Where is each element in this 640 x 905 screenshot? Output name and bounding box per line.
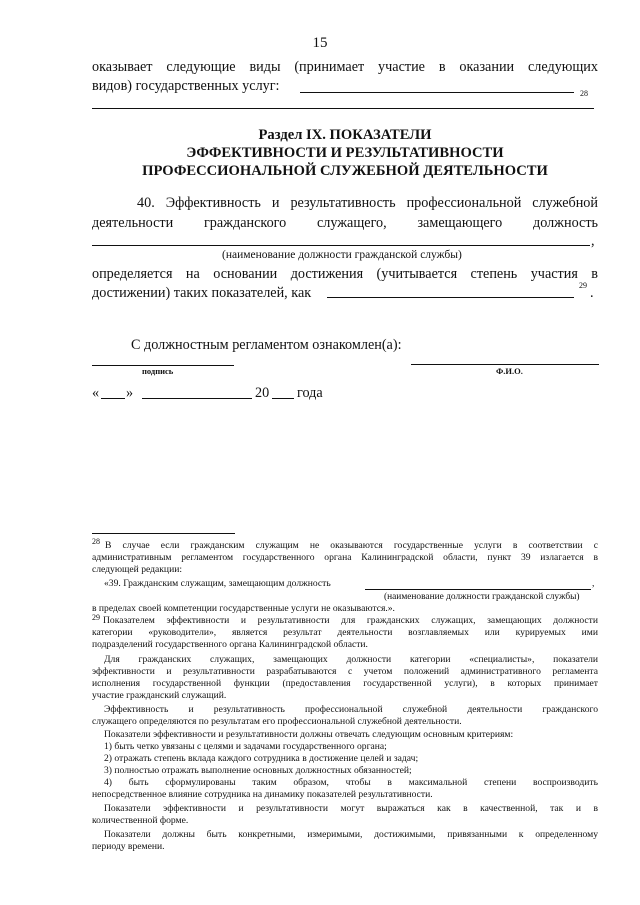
footnote-29-p2-line-4: участие гражданский служащий. (92, 690, 227, 701)
position-comma: , (591, 233, 595, 249)
footnote-28-line-2: административным регламентом государственного органа Калининградской области, пункт 39 излагается в (92, 552, 598, 563)
footnote-29-criterion-1: 1) быть четко увязаны с целями и задачами государственного органа; (104, 741, 387, 752)
date-century: 20 (255, 385, 270, 401)
date-day-line (101, 398, 125, 399)
section-heading (92, 126, 598, 180)
indicators-period: . (590, 285, 594, 301)
indicators-blank-line (327, 297, 574, 298)
date-year-word: года (297, 385, 323, 401)
footnote-29-p6-line-1: Показатели должны быть конкретными, измеримыми, достижимыми, привязанными к определенному (104, 829, 598, 840)
footnote-29-p5-line-2: количественной форме. (92, 815, 189, 826)
page-number: 15 (312, 35, 328, 51)
signature-caption: подпись (142, 366, 174, 376)
footnote-28-line-1: В случае если гражданским служащим не оказываются государственные услуги в соответствии с (105, 540, 598, 551)
footnote-29-p6-line-2: периоду времени. (92, 841, 165, 852)
footnote-28-line-5: в пределах своей компетенции государственные услуги не оказываются.». (92, 603, 395, 614)
footnote-29-line-3: подразделений государственного органа Калининградской области. (92, 639, 368, 650)
footnote-29-p2-line-2: эффективности и результативности разрабатываются с учетом положений административного регламента (92, 666, 598, 677)
footnote-29-marker: 29 (92, 613, 100, 622)
footnote-29-criterion-4-line-1: 4) быть сформулированы таким образом, чтобы в максимальной степени воспроизводить (104, 777, 598, 788)
full-name-line (411, 364, 599, 365)
footnote-29-criterion-4-line-2: непосредственное влияние сотрудника на динамику показателей результативности. (92, 789, 433, 800)
footnote-29-p2-line-1: Для гражданских служащих, замещающих должности категории «специалисты», показатели (104, 654, 598, 665)
footnote-29-p4: Показатели эффективности и результативности должны отвечать следующим основным критериям: (104, 729, 514, 740)
footnote-29-criterion-3: 3) полностью отражать выполнение основных должностных обязанностей; (104, 765, 412, 776)
footnote-29-criterion-2: 2) отражать степень вклада каждого сотрудника в достижение целей и задач; (104, 753, 419, 764)
paragraph-40-line-1: 40. Эффективность и результативность профессиональной служебной (137, 195, 598, 211)
footnote-separator (92, 533, 235, 534)
date-open-quote: « (92, 385, 100, 401)
footnote-29-p3-line-2: служащего определяются по результатам его профессиональной служебной деятельности. (92, 716, 462, 727)
footnote-ref-28: 28 (580, 89, 588, 98)
footnote-29-p2-line-3: исполнения государственной функции (предоставления государственной услуги), в которых принимает (92, 678, 598, 689)
paragraph-40-line-2: деятельности гражданского служащего, замещающего должность (92, 215, 598, 231)
services-blank-line (300, 92, 574, 93)
intro-line-2: видов) государственных услуг: (92, 78, 280, 94)
footnote-29-p3-line-1: Эффективность и результативность профессиональной служебной деятельности гражданского (104, 704, 598, 715)
position-blank-line (92, 245, 590, 246)
services-blank-line-2 (92, 108, 594, 109)
footnote-28-caption: (наименование должности гражданской службы) (384, 592, 580, 602)
footnote-ref-29: 29 (579, 281, 587, 290)
intro-line-1: оказывает следующие виды (принимает участие в оказании следующих (92, 59, 598, 75)
section-heading-line-3: ПРОФЕССИОНАЛЬНОЙ СЛУЖЕБНОЙ ДЕЯТЕЛЬНОСТИ (142, 163, 548, 179)
paragraph-40-line-3: определяется на основании достижения (учитывается степень участия в (92, 266, 598, 282)
section-heading-line-1: Раздел IX. ПОКАЗАТЕЛИ (258, 127, 432, 143)
footnote-29-line-1: Показателем эффективности и результативности для гражданских служащих, замещающих должности (103, 615, 598, 626)
position-caption: (наименование должности гражданской службы) (222, 249, 462, 261)
date-year-line (272, 398, 294, 399)
footnote-28-position-line (365, 589, 591, 590)
paragraph-40-line-4: достижении) таких показателей, как (92, 285, 312, 301)
footnote-28-comma: , (592, 578, 595, 589)
acquaintance-statement: С должностным регламентом ознакомлен(а): (131, 337, 402, 353)
footnote-28-line-3: следующей редакции: (92, 564, 182, 575)
date-close-quote: » (126, 385, 134, 401)
footnote-29-p5-line-1: Показатели эффективности и результативности могут выражаться как в качественной, так и в (104, 803, 598, 814)
section-heading-line-2: ЭФФЕКТИВНОСТИ И РЕЗУЛЬТАТИВНОСТИ (186, 145, 504, 161)
footnote-28-line-4: «39. Гражданским служащим, замещающим должность (104, 578, 331, 589)
full-name-caption: Ф.И.О. (496, 366, 523, 376)
date-month-line (142, 398, 252, 399)
footnote-29-line-2: категории «руководители», является результат деятельности возглавляемых или курируемых ими (92, 627, 598, 638)
footnote-28-marker: 28 (92, 537, 100, 546)
